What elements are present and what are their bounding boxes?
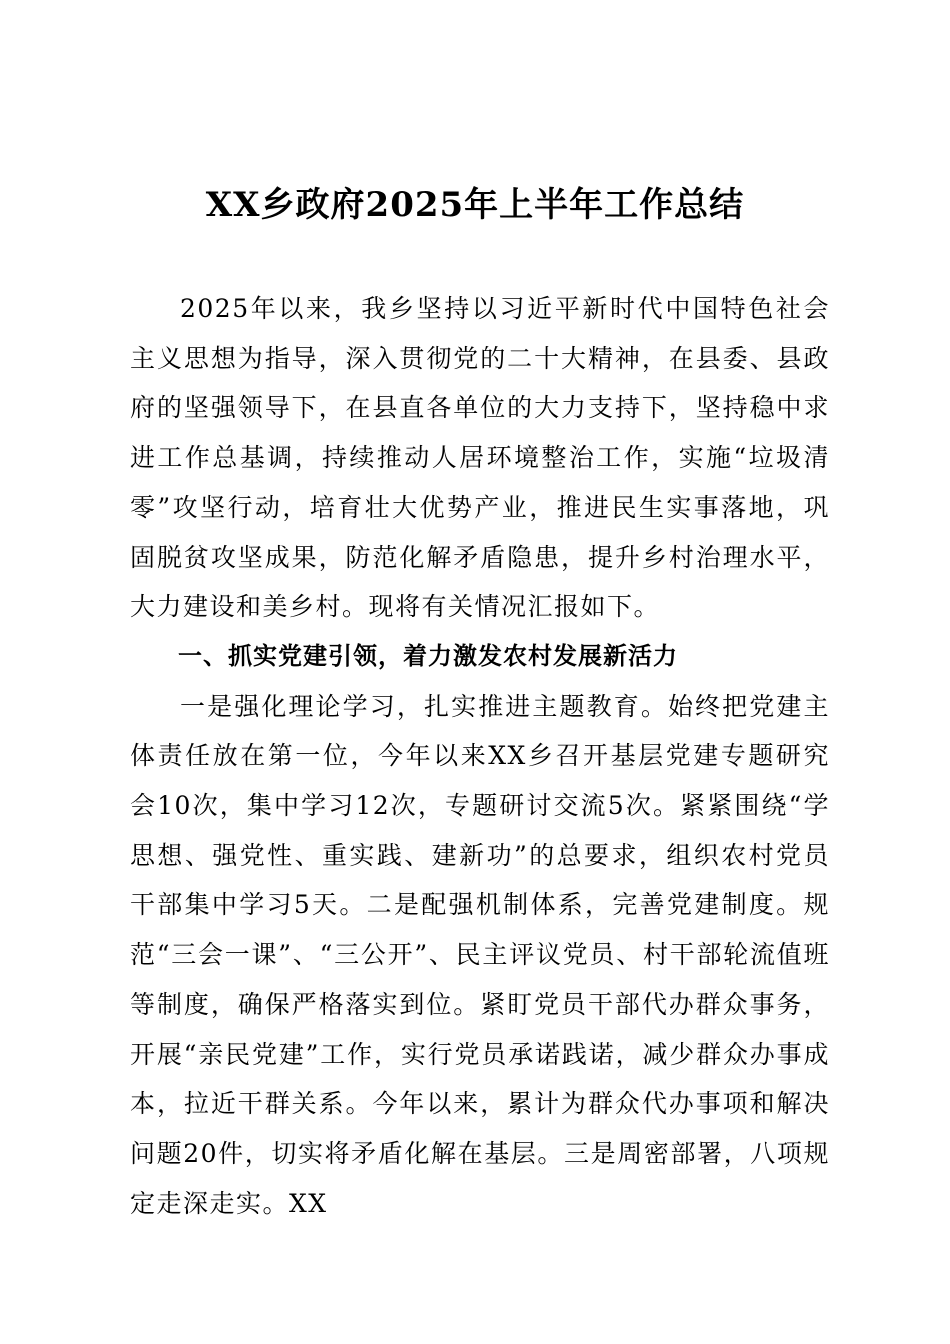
intro-paragraph: 2025年以来，我乡坚持以习近平新时代中国特色社会主义思想为指导，深入贯彻党的二十大精神，在县委、县政府的坚强领导下，在县直各单位的大力支持下，坚持稳中求进工作总基调，持续推动人居环境整治工作，实施“垃圾清零”攻坚行动，培育壮大优势产业，推进民生实事落地，巩固脱贫攻坚成果，防范化解矛盾隐患，提升乡村治理水平，大力建设和美乡村。现将有关情况汇报如下。 [130,294,830,622]
document-body [130,284,830,1228]
document-title: XX乡政府2025年上半年工作总结 [205,185,745,225]
section-1-paragraph: 一是强化理论学习，扎实推进主题教育。始终把党建主体责任放在第一位，今年以来XX乡召开基层党建专题研究会10次，集中学习12次，专题研讨交流5次。紧紧围绕“学思想、强党性、重实践、建新功”的总要求，组织农村党员干部集中学习5天。二是配强机制体系，完善党建制度。规范“三会一课”、“三公开”、民主评议党员、村干部轮流值班等制度，确保严格落实到位。紧盯党员干部代办群众事务，开展“亲民党建”工作，实行党员承诺践诺，减少群众办事成本，拉近干群关系。今年以来，累计为群众代办事项和解决问题20件，切实将矛盾化解在基层。三是周密部署，八项规定走深走实。XX [130,691,830,1218]
section-1-heading: 一、抓实党建引领，着力激发农村发展新活力 [178,641,678,670]
